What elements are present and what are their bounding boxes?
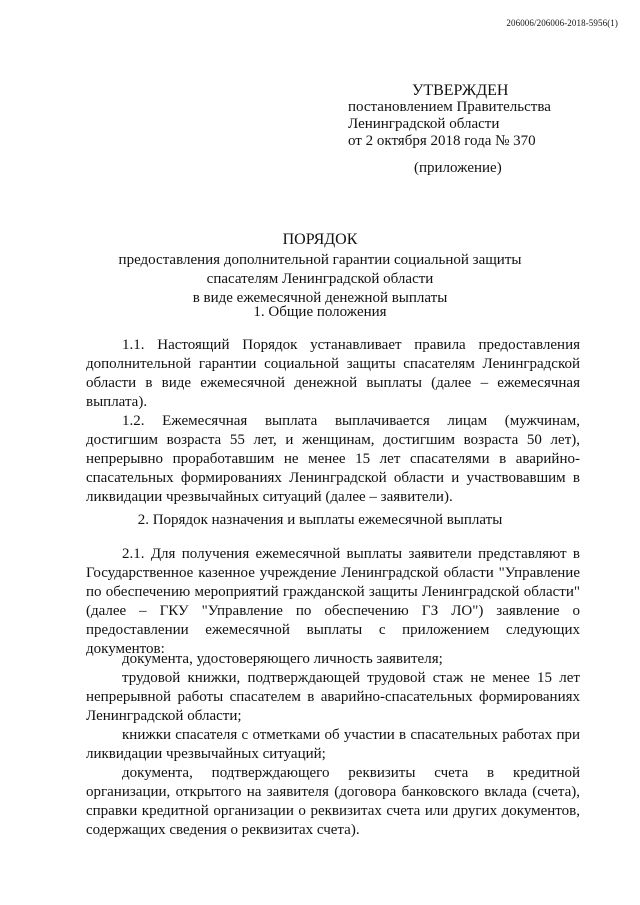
section-2-title: 2. Порядок назначения и выплаты ежемесячной выплаты — [137, 512, 503, 528]
heading-line-2: спасателям Ленинградской области — [206, 271, 434, 287]
approval-line-1: постановлением Правительства — [348, 99, 551, 115]
list-item: трудовой книжки, подтверждающей трудовой стаж не менее 15 лет непрерывной работы спасателем в аварийно-спасательных формированиях Ленинградской области; — [86, 670, 580, 724]
document-heading — [0, 230, 640, 308]
list-item: документа, удостоверяющего личность заявителя; — [122, 651, 443, 667]
section-1-title: 1. Общие положения — [253, 304, 387, 320]
paragraph-2-1: 2.1. Для получения ежемесячной выплаты заявители представляют в Государственное казенное учреждение Ленинградской области "Управление по обеспечению мероприятий гражданской защиты Ленинградской области" (далее – ГКУ "Управление по обеспечению ГЗ ЛО") заявление о предоставлении ежемесячной выплаты с приложением следующих документов: — [86, 546, 580, 657]
approval-block — [348, 82, 628, 177]
approval-appendix: (приложение) — [414, 160, 502, 176]
list-item: книжки спасателя с отметками об участии в спасательных работах при ликвидации чрезвычайных ситуаций; — [86, 727, 580, 762]
paragraph-1-1: 1.1. Настоящий Порядок устанавливает правила предоставления дополнительной гарантии социальной защиты спасателям Ленинградской области в виде ежемесячной денежной выплаты (далее – ежемесячная выплата). — [86, 337, 580, 410]
heading-title: ПОРЯДОК — [282, 231, 358, 248]
paragraph-1-2: 1.2. Ежемесячная выплата выплачивается лицам (мужчинам, достигшим возраста 55 лет, и женщинам, достигшим возраста 50 лет), непрерывно проработавшим не менее 15 лет спасателями в аварийно-спасательных формированиях Ленинградской области и участвовавшим в ликвидации чрезвычайных ситуаций (далее – заявители). — [86, 413, 580, 505]
document-id: 206006/206006-2018-5956(1) — [506, 18, 618, 28]
heading-line-1: предоставления дополнительной гарантии социальной защиты — [118, 252, 522, 268]
list-item: документа, подтверждающего реквизиты счета в кредитной организации, открытого на заявителя (договора банковского вклада (счета), справки кредитной организации о реквизитах счета или других документов, содержащих сведения о реквизитах счета). — [86, 765, 580, 838]
approval-line-2: Ленинградской области — [348, 116, 500, 132]
approval-title: УТВЕРЖДЕН — [412, 82, 509, 99]
approval-line-3: от 2 октября 2018 года № 370 — [348, 133, 536, 149]
heading-line-3: в виде ежемесячной денежной выплаты — [192, 290, 448, 306]
